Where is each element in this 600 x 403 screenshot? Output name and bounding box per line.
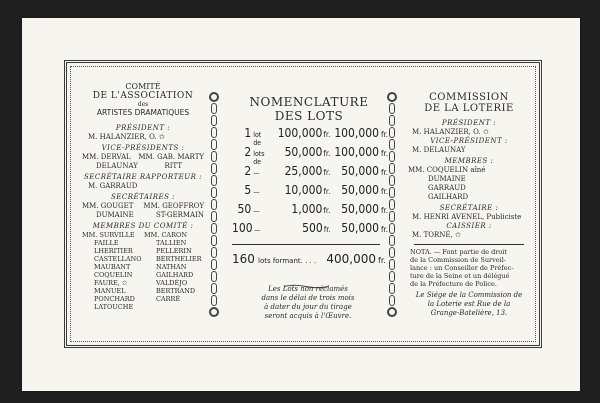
chain-link — [211, 163, 217, 174]
chain-link — [211, 175, 217, 186]
commission-vice-name: M. DELAUNAY — [412, 146, 466, 154]
currency-unit: fr. — [323, 149, 331, 158]
member-name: CARRÉ — [156, 295, 181, 303]
lot-count: 50 — [237, 202, 252, 216]
chain-link — [211, 115, 217, 126]
commission-secretary-heading: SECRÉTAIRE : — [439, 204, 499, 212]
member-name: MM. SURVILLE — [82, 231, 135, 239]
committee-title-4: ARTISTES DRAMATIQUES — [96, 108, 190, 117]
member-name: MAUBANT — [94, 263, 131, 271]
lot-unit-value: 25,000 — [284, 164, 323, 178]
chain-link — [211, 295, 217, 306]
commission-subtitle: DE LA LOTERIE — [424, 103, 514, 114]
commission-member: GARRAUD — [428, 184, 466, 192]
nomenclature-title: NOMENCLATURE — [249, 95, 369, 109]
prize-row — [232, 202, 388, 221]
total-count: 160 — [232, 252, 255, 266]
chain-link — [389, 295, 395, 306]
member-name: MM. CARON — [144, 231, 188, 239]
members-col-a — [82, 231, 144, 311]
left-chain-ornament — [209, 92, 219, 317]
committee-title-1: COMITÉ — [125, 82, 161, 91]
lot-total-value: 50,000 — [341, 202, 379, 216]
member-name: TALLIEN — [156, 239, 187, 247]
secretary-rapporteur-heading: SECRÉTAIRE RAPPORTEUR : — [83, 173, 203, 181]
member-name: LATOUCHE — [94, 303, 134, 311]
committee-title-3: des — [137, 101, 149, 108]
nota-line: de la Commission de Surveil- — [410, 256, 506, 264]
address-line: Grange-Batelière, 13. — [430, 309, 508, 317]
note-line: seront acquis à l'Œuvre. — [264, 312, 352, 320]
committee-title-2: DE L'ASSOCIATION — [92, 91, 194, 101]
chain-link — [389, 223, 395, 234]
chain-link — [211, 283, 217, 294]
note-line: Les Lots non réclamés — [268, 285, 348, 293]
secretary-rapporteur-name: M. GARRAUD — [88, 182, 138, 190]
lot-unit-value: 500 — [302, 221, 323, 235]
currency-unit: fr. — [378, 256, 386, 265]
nota-line: ture de la Seine et un délégué — [410, 272, 510, 280]
nomenclature-subtitle: DES LOTS — [274, 109, 344, 123]
lot-word: — — [253, 188, 260, 196]
chain-link — [389, 151, 395, 162]
prize-table — [232, 126, 388, 240]
note-line: à dater du jour du tirage — [264, 303, 352, 311]
vice-name: MM. GAB. MARTY — [138, 153, 204, 161]
member-name: GAILHARD — [156, 271, 194, 279]
treasurer-name: M. TORNÉ, ✩ — [412, 231, 461, 239]
commission-president-name: M. HALANZIER, O. ✩ — [412, 128, 489, 136]
chain-link — [211, 259, 217, 270]
currency-unit: fr. — [380, 130, 388, 139]
address-line: Le Siége de la Commission de — [415, 291, 523, 299]
currency-unit: fr. — [323, 225, 331, 234]
nomenclature-header — [226, 95, 392, 123]
total-amount: 400,000 — [326, 252, 376, 266]
currency-unit: fr. — [380, 225, 389, 234]
chain-link — [211, 139, 217, 150]
secretary-name: ST-GERMAIN — [155, 211, 204, 219]
nota-block — [406, 248, 532, 288]
lot-count: 100 — [232, 221, 253, 235]
member-name: PELLERIN — [156, 247, 192, 255]
chain-link — [389, 247, 395, 258]
lot-word: — — [254, 226, 261, 234]
committee-members-list — [82, 231, 204, 311]
chain-link — [211, 247, 217, 258]
lot-word: — — [253, 169, 260, 177]
commission-member: MM. COQUELIN aîné — [408, 166, 486, 174]
total-rule — [232, 244, 380, 245]
currency-unit: fr. — [380, 168, 388, 177]
chain-link — [211, 127, 217, 138]
commission-member: GAILHARD — [428, 193, 469, 201]
chain-link — [389, 139, 395, 150]
member-name: LHERITIER — [94, 247, 133, 255]
lot-word: lots de — [253, 150, 265, 166]
currency-unit: fr. — [380, 149, 388, 158]
prize-row — [232, 145, 388, 164]
prize-row — [232, 164, 388, 183]
member-name: FAURE, ✩ — [94, 279, 128, 287]
chain-link — [389, 127, 395, 138]
member-name: MANUEL — [94, 287, 126, 295]
chain-link — [389, 199, 395, 210]
currency-unit: fr. — [380, 206, 388, 215]
currency-unit: fr. — [323, 187, 331, 196]
divider — [414, 244, 524, 245]
commission-members-heading: MEMBRES : — [444, 157, 494, 165]
chain-link — [389, 211, 395, 222]
member-name: BERTRAND — [156, 287, 196, 295]
nota-line: lance : un Conseiller de Préfec- — [410, 264, 514, 272]
commission-secretary-name: M. HENRI AVENEL, Publiciste — [412, 213, 522, 221]
vice-row-2 — [82, 162, 204, 171]
chain-link — [211, 271, 217, 282]
currency-unit: fr. — [380, 187, 388, 196]
prize-row — [232, 183, 388, 202]
right-chain-ornament — [387, 92, 397, 317]
member-name: CASTELLANO — [94, 255, 142, 263]
prize-row — [232, 221, 388, 240]
currency-unit: fr. — [323, 206, 331, 215]
vice-presidents-heading: VICE-PRÉSIDENTS : — [101, 144, 185, 152]
vice-row-1 — [82, 153, 204, 162]
currency-unit: fr. — [323, 130, 331, 139]
chain-knob — [209, 307, 219, 317]
chain-link — [389, 187, 395, 198]
chain-link — [389, 271, 395, 282]
chain-link — [211, 151, 217, 162]
commission-president-heading: PRÉSIDENT : — [441, 119, 497, 127]
currency-unit: fr. — [323, 168, 331, 177]
president-heading: PRÉSIDENT : — [115, 124, 171, 132]
secretaries-row-1 — [82, 202, 204, 211]
chain-link — [211, 187, 217, 198]
chain-link — [389, 283, 395, 294]
chain-link — [211, 199, 217, 210]
secretaries-row-2 — [82, 211, 204, 220]
commission-title: COMMISSION — [429, 92, 509, 103]
lot-count: 1 — [244, 126, 252, 140]
member-name: PONCHARD — [94, 295, 135, 303]
total-row — [232, 252, 388, 271]
total-label: lots formant. . . . — [258, 257, 317, 265]
member-name: BERTHELIER — [156, 255, 202, 263]
flourish-ornament — [282, 274, 330, 279]
commission-column — [406, 92, 532, 318]
vice-name: DELAUNAY — [96, 162, 138, 170]
member-name: VALDÉJO — [156, 279, 188, 287]
unclaimed-lots-note — [234, 285, 382, 321]
chain-link — [389, 175, 395, 186]
lot-unit-value: 1,000 — [291, 202, 323, 216]
lot-word: lot de — [253, 131, 262, 147]
lot-count: 2 — [244, 164, 252, 178]
note-line: dans le délai de trois mois — [261, 294, 355, 302]
headquarters-address — [406, 291, 532, 318]
president-name: M. HALANZIER, O. ✩ — [88, 133, 165, 141]
lot-total-value: 100,000 — [334, 126, 379, 140]
lot-count: 5 — [244, 183, 252, 197]
secretary-name: MM. GEOFFROY — [143, 202, 204, 210]
prize-row — [232, 126, 388, 145]
lot-unit-value: 100,000 — [277, 126, 323, 140]
chain-link — [389, 235, 395, 246]
member-name: NATHAN — [156, 263, 187, 271]
vice-name: MM. DERVAL — [82, 153, 131, 161]
lot-unit-value: 50,000 — [284, 145, 323, 159]
commission-member: DUMAINE — [428, 175, 466, 183]
chain-link — [211, 223, 217, 234]
nota-line: de la Préfecture de Police. — [410, 280, 497, 288]
chain-link — [211, 211, 217, 222]
chain-knob — [209, 92, 219, 102]
chain-link — [389, 163, 395, 174]
secretaries-heading: SECRÉTAIRES : — [110, 193, 175, 201]
chain-link — [389, 259, 395, 270]
chain-knob — [387, 307, 397, 317]
secretary-name: MM. GOUGET — [82, 202, 134, 210]
member-name: FAILLE — [94, 239, 119, 247]
committee-column — [82, 82, 204, 311]
treasurer-heading: CAISSIER : — [446, 222, 492, 230]
nota-line: NOTA. — Font partie de droit — [410, 248, 508, 256]
lot-total-value: 50,000 — [341, 183, 379, 197]
lot-count: 2 — [244, 145, 252, 159]
address-line: la Loterie est Rue de la — [427, 300, 511, 308]
secretary-name: DUMAINE — [96, 211, 134, 219]
lot-unit-value: 10,000 — [284, 183, 323, 197]
chain-link — [211, 103, 217, 114]
member-name: COQUELIN — [94, 271, 133, 279]
chain-link — [211, 235, 217, 246]
lot-total-value: 50,000 — [341, 164, 379, 178]
committee-members-heading: MEMBRES DU COMITÉ : — [92, 222, 194, 230]
members-col-b — [144, 231, 204, 311]
vice-name: RITT — [164, 162, 182, 170]
commission-vice-heading: VICE-PRÉSIDENT : — [430, 137, 508, 145]
lot-total-value: 100,000 — [334, 145, 379, 159]
lot-word: — — [253, 207, 260, 215]
lot-total-value: 50,000 — [341, 221, 379, 235]
